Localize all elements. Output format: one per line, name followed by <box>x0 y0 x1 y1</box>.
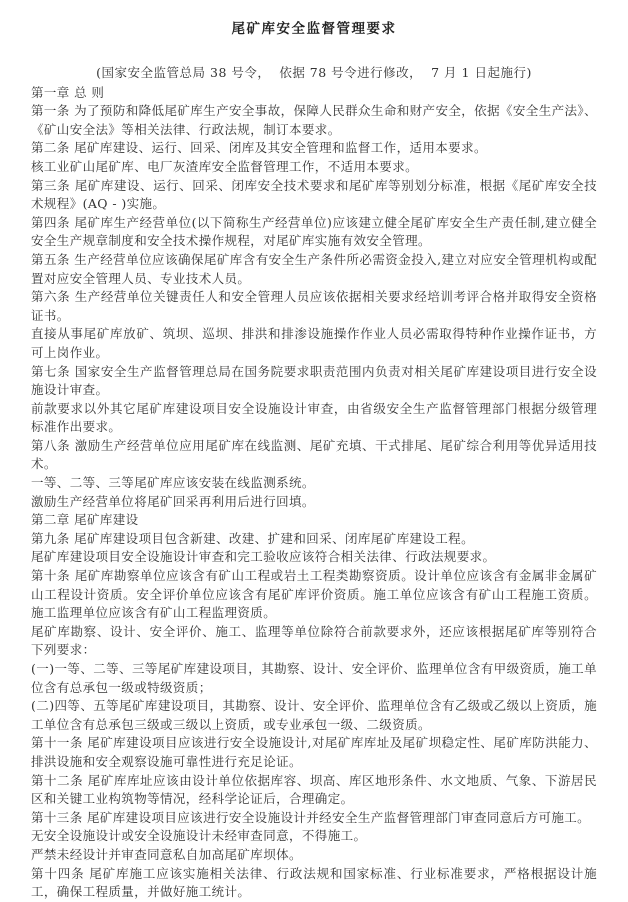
paragraph: 尾矿库建设项目安全设施设计审查和完工验收应该符合相关法律、行政法规要求。 <box>31 549 496 565</box>
paragraph: 核工业矿山尾矿库、电厂灰渣库安全监督管理工作，不适用本要求。 <box>31 158 419 174</box>
paragraph: 第三条 尾矿库建设、运行、回采、闭库安全技术要求和尾矿库等别划分标准，根据《尾矿库安全技术规程》(AQ - )实施。 <box>31 177 597 212</box>
paragraph: 第十条 尾矿库勘察单位应该含有矿山工程或岩土工程类勘察资质。设计单位应该含有金属非金属矿山工程设计资质。安全评价单位应该含有尾矿库评价资质。施工单位应该含有矿山工程施工资质。施工监理单位应该含有矿山工程监理资质。 <box>31 568 597 621</box>
paragraph: 第九条 尾矿库建设项目包含新建、改建、扩建和回采、闭库尾矿库建设工程。 <box>31 530 474 546</box>
paragraph: 严禁未经设计并审查同意私自加高尾矿库坝体。 <box>31 846 302 862</box>
paragraph: 第一条 为了预防和降低尾矿库生产安全事故，保障人民群众生命和财产安全，依据《安全生产法》、《矿山安全法》等相关法律、行政法规，制订本要求。 <box>31 103 597 137</box>
paragraph: 第八条 激励生产经营单位应用尾矿库在线监测、尾矿充填、干式排尾、尾矿综合利用等优异适用技术。 <box>31 437 597 472</box>
paragraph: (二)四等、五等尾矿库建设项目，其勘察、设计、安全评价、监理单位含有乙级或乙级以上资质，施工单位含有总承包三级或三级以上资质，或专业承包一级、二级资质。 <box>31 698 597 732</box>
paragraph: 第十一条 尾矿库建设项目应该进行安全设施设计,对尾矿库库址及尾矿坝稳定性、尾矿库防洪能力、排洪设施和安全观察设施可靠性进行充足论证。 <box>31 735 597 769</box>
paragraph: 第十三条 尾矿库建设项目应该进行安全设施设计并经安全生产监督管理部门审查同意后方可施工。 <box>31 809 591 825</box>
paragraph: 第七条 国家安全生产监督管理总局在国务院要求职责范围内负责对相关尾矿库建设项目进行安全设施设计审查。 <box>31 363 597 398</box>
paragraph: 直接从事尾矿库放矿、筑坝、巡坝、排洪和排渗设施操作作业人员必需取得特种作业操作证书，方可上岗作业。 <box>31 326 597 360</box>
document-subtitle: (国家安全监管总局 38 号令， 依据 78 号令进行修改， 7 月 1 日起施行) <box>96 65 532 80</box>
document-body <box>31 84 597 902</box>
paragraph: 无安全设施设计或安全设施设计未经审查同意，不得施工。 <box>31 828 367 844</box>
chapter-heading: 第四条 尾矿库生产经营单位(以下简称生产经营单位)应该建立健全尾矿库安全生产责任制,建立健全安全生产规章制度和安全技术操作规程，对尾矿库实施有效安全管理。 <box>31 214 597 249</box>
paragraph: 第十二条 尾矿库库址应该由设计单位依据库容、坝高、库区地形条件、水文地质、气象、下游居民区和关键工业构筑物等情况，经科学论证后，合理确定。 <box>31 772 597 807</box>
chapter-heading: 第二章 尾矿库建设 <box>31 512 139 528</box>
chapter-heading: 第一章 总 则 <box>31 84 105 100</box>
paragraph: 第十四条 尾矿库施工应该实施相关法律、行政法规和国家标准、行业标准要求，严格根据设计施工，确保工程质量，并做好施工统计。 <box>31 865 597 900</box>
paragraph: 前款要求以外其它尾矿库建设项目安全设施设计审查，由省级安全生产监督管理部门根据分级管理标准作出要求。 <box>31 400 597 435</box>
paragraph: (一)一等、二等、三等尾矿库建设项目，其勘察、设计、安全评价、监理单位含有甲级资质，施工单位含有总承包一级或特级资质； <box>31 661 597 695</box>
paragraph: 第二条 尾矿库建设、运行、回采、闭库及其安全管理和监督工作，适用本要求。 <box>31 140 487 156</box>
paragraph: 一等、二等、三等尾矿库应该安装在线监测系统。 <box>31 475 315 491</box>
paragraph: 第六条 生产经营单位关键责任人和安全管理人员应该依据相关要求经培训考评合格并取得安全资格证书。 <box>31 289 597 323</box>
document-title: 尾矿库安全监督管理要求 <box>231 21 397 37</box>
paragraph: 尾矿库勘察、设计、安全评价、施工、监理等单位除符合前款要求外，还应该根据尾矿库等别符合下列要求： <box>31 623 597 658</box>
paragraph: 激励生产经营单位将尾矿回采再利用后进行回填。 <box>31 493 315 509</box>
paragraph: 第五条 生产经营单位应该确保尾矿库含有安全生产条件所必需资金投入,建立对应安全管理机构或配置对应安全管理人员、专业技术人员。 <box>31 251 597 286</box>
